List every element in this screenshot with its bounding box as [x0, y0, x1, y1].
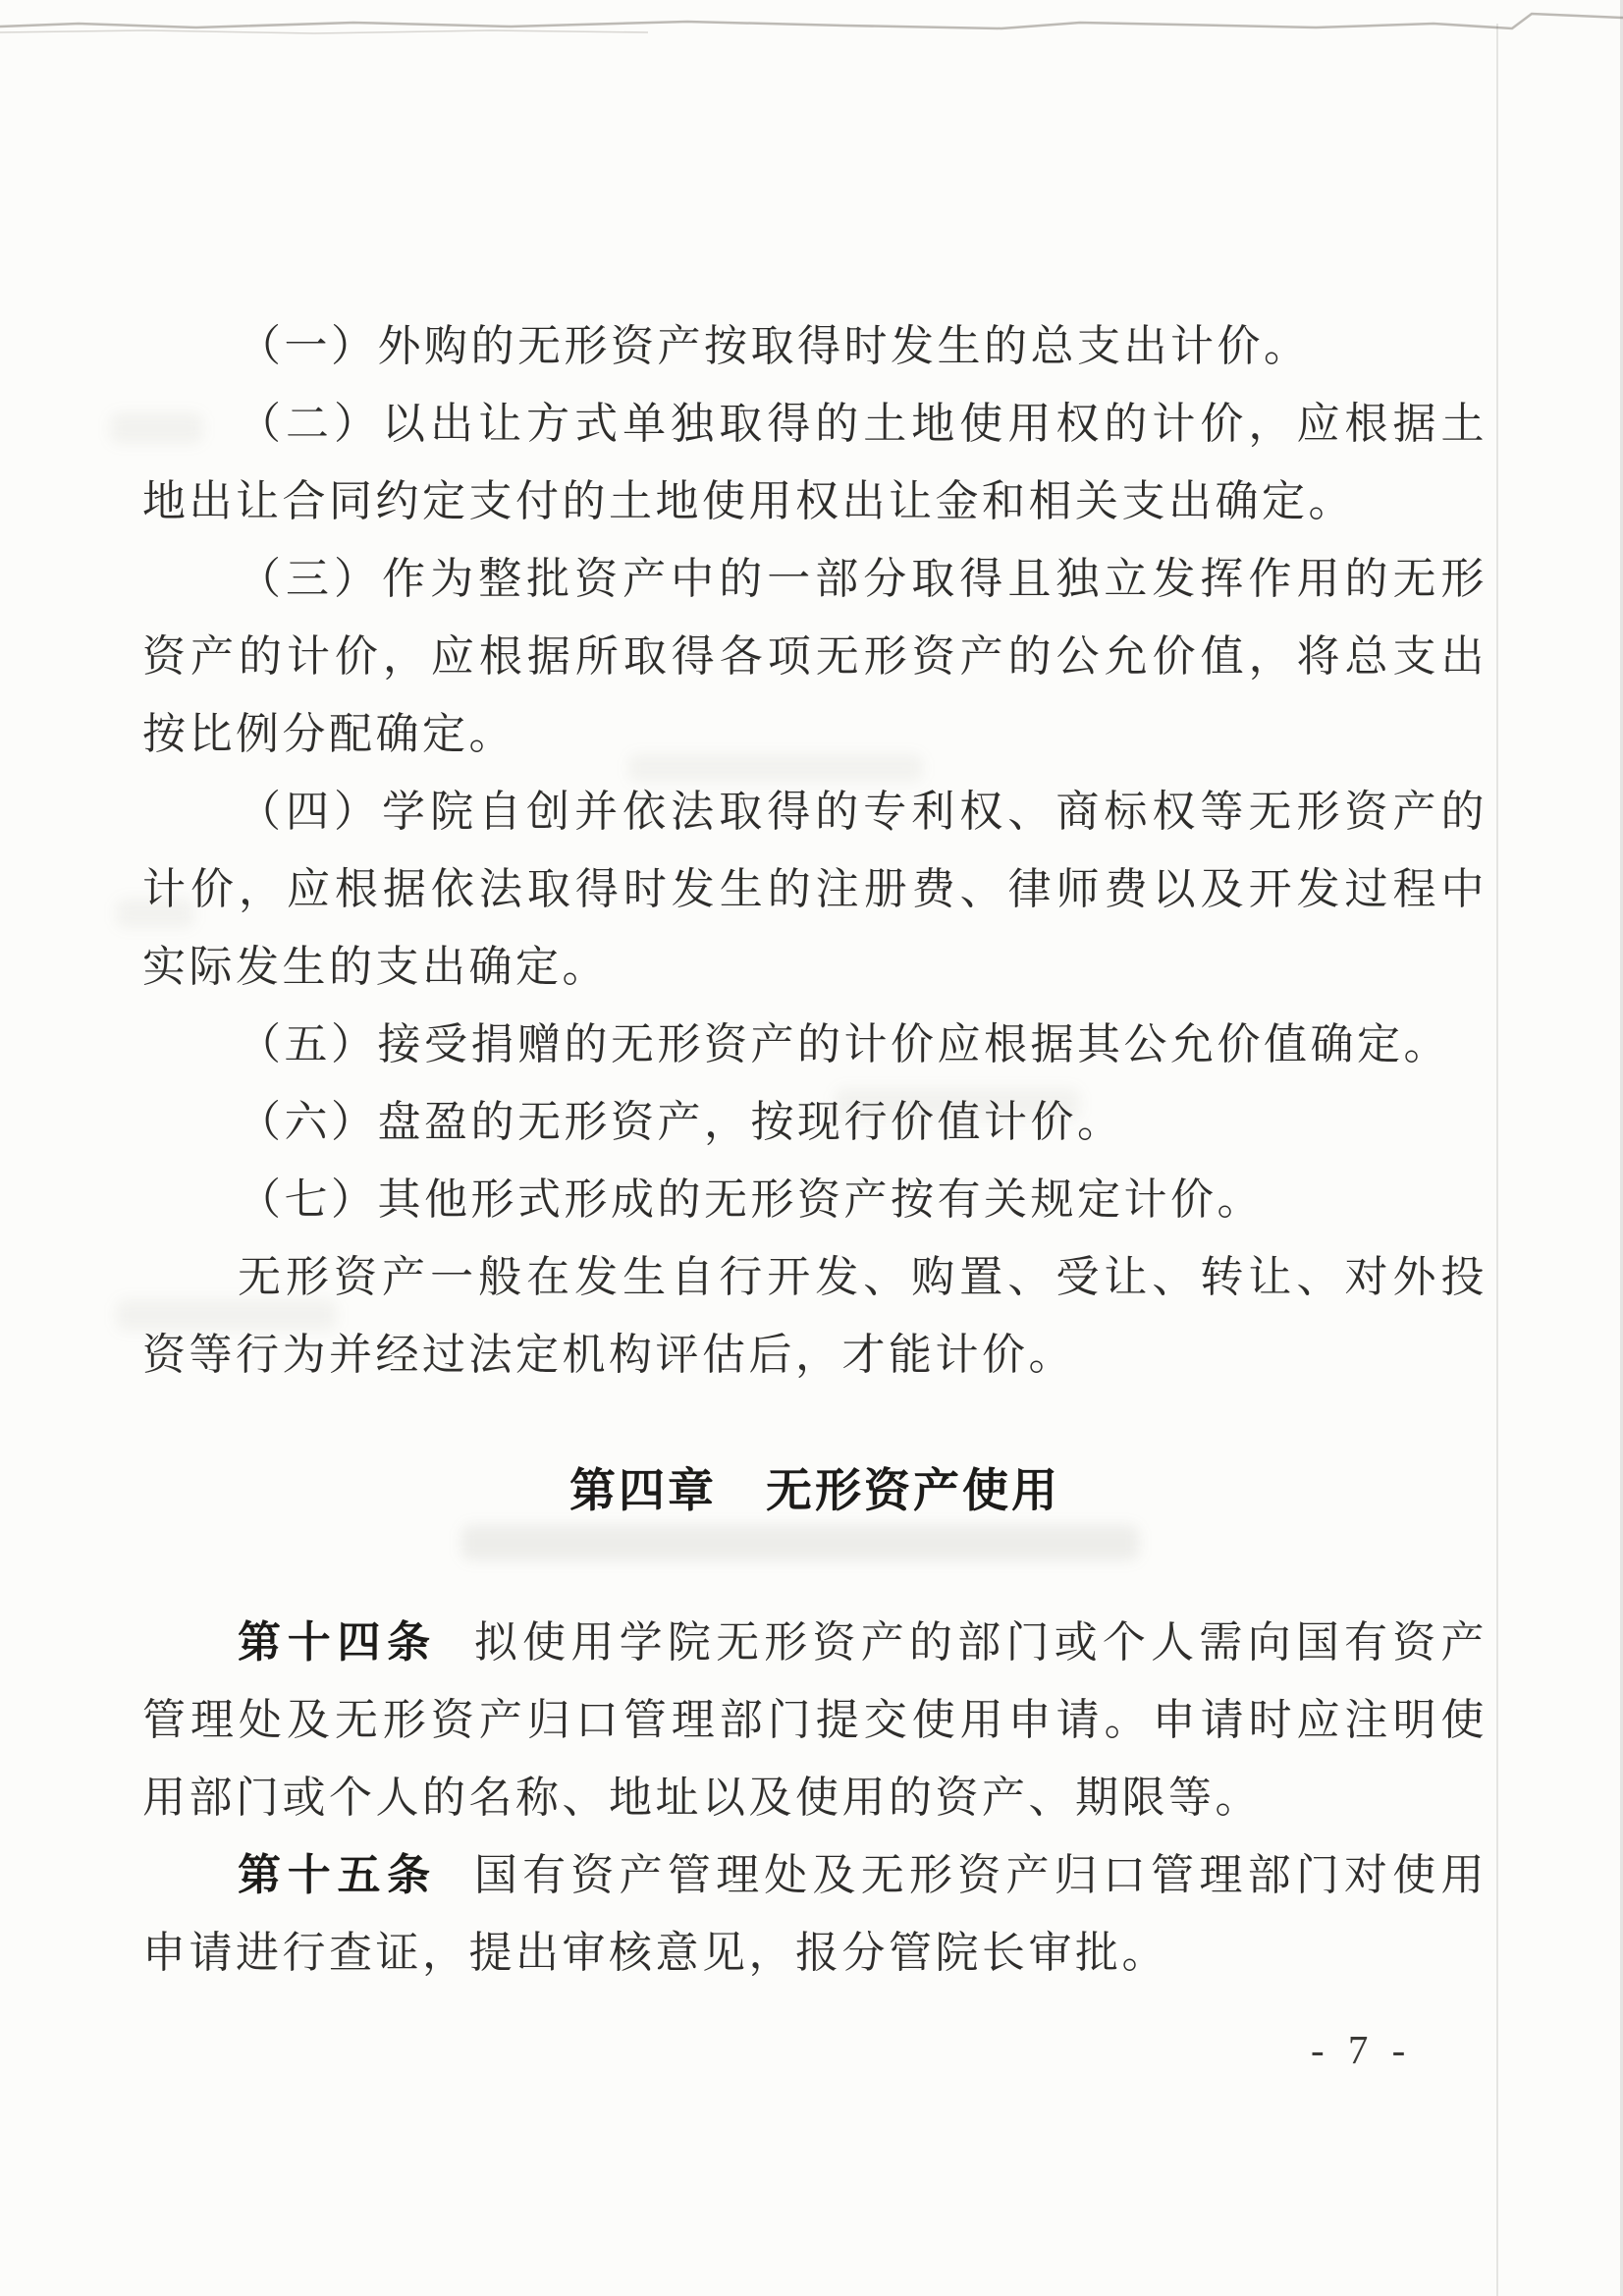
- scan-artifact-right-edge: [1496, 24, 1498, 2296]
- clause-item-2: （二）以出让方式单独取得的土地使用权的计价，应根据土地出让合同约定支付的土地使用权出让金和相关支出确定。: [142, 400, 1488, 525]
- chapter-heading: 第四章 无形资产使用: [569, 1466, 1060, 1517]
- article-14: [142, 1604, 1488, 1836]
- article-15-number: 第十五条: [238, 1851, 437, 1899]
- closing-paragraph: 无形资产一般在发生自行开发、购置、受让、转让、对外投资等行为并经过法定机构评估后，才能计价。: [142, 1253, 1488, 1379]
- article-15-text: 国有资产管理处及无形资产归口管理部门对使用申请进行查证，提出审核意见，报分管院长审批。: [142, 1851, 1488, 1977]
- clause-item-5: （五）接受捐赠的无形资产的计价应根据其公允价值确定。: [238, 1020, 1450, 1068]
- clause-item-7: （七）其他形式形成的无形资产按有关规定计价。: [238, 1175, 1264, 1224]
- clause-item-4: （四）学院自创并依法取得的专利权、商标权等无形资产的计价，应根据依法取得时发生的注册费、律师费以及开发过程中实际发生的支出确定。: [142, 788, 1488, 991]
- document-body: [142, 307, 1488, 1992]
- clause-item-6: （六）盘盈的无形资产，按现行价值计价。: [238, 1098, 1124, 1146]
- article-14-number: 第十四条: [238, 1618, 437, 1667]
- page-number: - 7 -: [1311, 2027, 1413, 2072]
- article-15: [142, 1836, 1488, 1992]
- clause-item-1: （一）外购的无形资产按取得时发生的总支出计价。: [238, 322, 1311, 370]
- article-14-text: 拟使用学院无形资产的部门或个人需向国有资产管理处及无形资产归口管理部门提交使用申请。申请时应注明使用部门或个人的名称、地址以及使用的资产、期限等。: [142, 1618, 1488, 1822]
- scan-artifact-top-edge: [0, 0, 1623, 43]
- clause-item-3: （三）作为整批资产中的一部分取得且独立发挥作用的无形资产的计价，应根据所取得各项无形资产的公允价值，将总支出按比例分配确定。: [142, 555, 1488, 758]
